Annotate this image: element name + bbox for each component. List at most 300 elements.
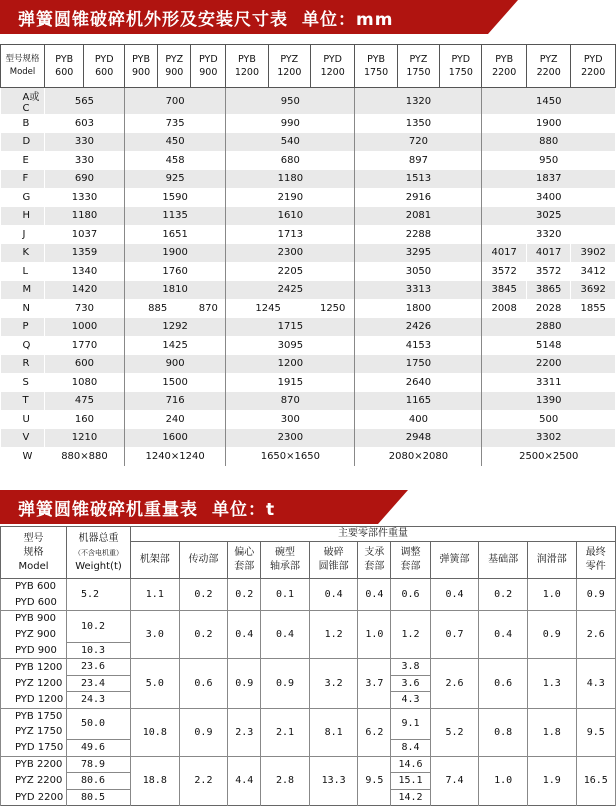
part-header-line: 机架部 — [139, 554, 170, 565]
weights-model-name: PYZ 1200 — [1, 675, 67, 692]
weights-row — [1, 579, 616, 595]
model-size: 2200 — [536, 67, 561, 78]
part-header — [430, 542, 479, 579]
dimension-row — [1, 207, 616, 226]
dimension-row — [1, 244, 616, 263]
dimension-value: 1810 — [124, 281, 225, 300]
weights-title: 弹簧圆锥破碎机重量表 — [18, 499, 198, 520]
part-weight: 4.3 — [576, 659, 615, 709]
adjust-weight: 4.3 — [391, 692, 430, 709]
dimension-value: 1350 — [355, 114, 482, 133]
model-column-header — [526, 45, 570, 88]
weights-model-header-line: 型号 — [23, 532, 44, 544]
dimension-value: 2200 — [482, 355, 616, 374]
dimension-value: 330 — [45, 133, 125, 152]
model-column-header — [226, 45, 268, 88]
model-series: PYZ — [409, 54, 428, 65]
part-weight: 16.5 — [576, 756, 615, 806]
part-weight: 9.5 — [576, 708, 615, 756]
part-header — [309, 542, 358, 579]
dimension-value: 680 — [226, 151, 355, 170]
model-size: 1200 — [277, 67, 302, 78]
dimension-value: 2080×2080 — [355, 447, 482, 466]
part-weight: 0.4 — [309, 579, 358, 611]
model-series: PYB — [367, 54, 386, 65]
model-size: 1200 — [234, 67, 260, 78]
dimension-value: 2916 — [355, 188, 482, 207]
dimension-row — [1, 88, 616, 115]
dimension-label: H — [1, 207, 45, 226]
dimension-value: 2300 — [226, 429, 355, 448]
dimension-value: 1610 — [226, 207, 355, 226]
part-weight: 3.0 — [131, 611, 180, 659]
part-weight: 0.9 — [576, 579, 615, 611]
part-header-line: 碗型 — [275, 547, 295, 558]
dimension-value: 950 — [226, 88, 355, 115]
weights-model-name: PYB 1200 — [1, 659, 67, 676]
part-weight: 1.9 — [527, 756, 576, 806]
part-weight: 0.1 — [261, 579, 310, 611]
part-weight: 0.8 — [479, 708, 528, 756]
part-weight: 2.8 — [261, 756, 310, 806]
dimension-value: 475 — [45, 392, 125, 411]
dimension-value: 330 — [45, 151, 125, 170]
dimension-value: 897 — [355, 151, 482, 170]
dimension-value: 735 — [124, 114, 225, 133]
part-header-line: 最终 — [585, 547, 606, 558]
dimension-value: 1450 — [482, 88, 616, 115]
weights-total: 23.6 — [67, 659, 131, 676]
part-weight: 0.7 — [430, 611, 479, 659]
banner-tail — [378, 490, 408, 524]
dimension-value: 3412 — [571, 262, 616, 281]
weights-row — [1, 611, 616, 627]
dimension-value: 1650×1650 — [226, 447, 355, 466]
dimension-row — [1, 318, 616, 337]
dimension-value: 565 — [45, 88, 125, 115]
part-weight: 0.4 — [358, 579, 391, 611]
weights-total: 50.0 — [67, 708, 131, 740]
dimension-label: E — [1, 151, 45, 170]
part-weight: 1.0 — [358, 611, 391, 659]
dimension-value: 730 — [45, 299, 125, 318]
dimensions-header-row — [1, 45, 616, 88]
dimension-value: 4017 — [482, 244, 526, 263]
adjust-weight: 14.2 — [391, 789, 430, 806]
dimension-value: 1210 — [45, 429, 125, 448]
dimension-value: 2300 — [226, 244, 355, 263]
dimension-value: 2948 — [355, 429, 482, 448]
dimension-label: T — [1, 392, 45, 411]
dimension-value: 600 — [45, 355, 125, 374]
model-column-header — [482, 45, 526, 88]
adjust-weight: 3.8 — [391, 659, 430, 676]
part-weight: 0.4 — [430, 579, 479, 611]
dimension-value: 990 — [226, 114, 355, 133]
model-column-header — [268, 45, 310, 88]
dimension-value: 1180 — [226, 170, 355, 189]
part-weight: 1.8 — [527, 708, 576, 756]
dimension-value: 3400 — [482, 188, 616, 207]
part-weight: 3.2 — [309, 659, 358, 709]
part-weight: 0.6 — [391, 579, 430, 611]
part-header — [358, 542, 391, 579]
weights-table — [0, 526, 616, 806]
dimension-value: 1180 — [45, 207, 125, 226]
part-header — [527, 542, 576, 579]
weights-total-header-line: Weight(t) — [75, 560, 122, 572]
part-header — [391, 542, 430, 579]
dimension-value: 3050 — [355, 262, 482, 281]
part-weight: 0.9 — [179, 708, 228, 756]
dimension-value: 2008 — [482, 299, 526, 318]
model-column-header — [45, 45, 84, 88]
model-series: PYZ — [539, 54, 558, 65]
part-header — [576, 542, 615, 579]
part-weight: 4.4 — [228, 756, 261, 806]
model-header-sub: Model — [9, 67, 36, 77]
model-series: PYB — [55, 54, 74, 65]
dimension-value: 400 — [355, 410, 482, 429]
dimension-label: S — [1, 373, 45, 392]
dimension-value: 1330 — [45, 188, 125, 207]
part-header-line: 零件 — [585, 561, 606, 572]
dimension-value: 1837 — [482, 170, 616, 189]
model-series: PYB — [495, 54, 514, 65]
model-size: 1200 — [320, 67, 345, 78]
model-column-header — [158, 45, 191, 88]
model-series: PYD — [199, 54, 218, 65]
part-weight: 2.6 — [576, 611, 615, 659]
dimension-value: 3845 — [482, 281, 526, 300]
dimension-row — [1, 355, 616, 374]
model-size: 900 — [131, 67, 151, 78]
dimension-value: 1915 — [226, 373, 355, 392]
part-header-line: 偏心 — [234, 547, 255, 558]
part-header-line: 基础部 — [488, 554, 519, 565]
dimension-label: M — [1, 281, 45, 300]
dimensions-title: 弹簧圆锥破碎机外形及安装尺寸表 — [18, 9, 288, 30]
dimension-value: 1770 — [45, 336, 125, 355]
model-size: 900 — [165, 67, 184, 78]
dimension-value: 3295 — [355, 244, 482, 263]
dimension-row — [1, 151, 616, 170]
dimension-value: 880×880 — [45, 447, 125, 466]
weights-total: 80.6 — [67, 773, 131, 790]
dimension-value: 540 — [226, 133, 355, 152]
dimension-label: R — [1, 355, 45, 374]
dimension-value: 2288 — [355, 225, 482, 244]
dimension-value: 3302 — [482, 429, 616, 448]
part-header-line: 套部 — [364, 561, 385, 572]
dimension-label: B — [1, 114, 45, 133]
dimension-value: 1340 — [45, 262, 125, 281]
parts-group-header: 主要零部件重量 — [131, 527, 616, 542]
dimension-value: 1000 — [45, 318, 125, 337]
dimension-value: 4153 — [355, 336, 482, 355]
dimension-value: 1292 — [124, 318, 225, 337]
dimension-value: 1037 — [45, 225, 125, 244]
model-size: 2200 — [581, 67, 606, 78]
dimension-value: 1750 — [355, 355, 482, 374]
part-header — [228, 542, 261, 579]
model-header-label: 型号规格 — [5, 54, 40, 64]
part-header-line: 弹簧部 — [439, 554, 470, 565]
dimension-label: Q — [1, 336, 45, 355]
dimension-label: A或C — [1, 88, 45, 115]
weights-total: 10.3 — [67, 642, 131, 659]
dimension-value: 700 — [124, 88, 225, 115]
dimensions-unit: 单位：mm — [302, 9, 394, 30]
part-weight: 10.8 — [131, 708, 180, 756]
dimension-value: 1900 — [124, 244, 225, 263]
weights-model-name: PYD 1750 — [1, 740, 67, 757]
dimension-value: 1250 — [310, 299, 354, 318]
part-header-line: 支承 — [364, 547, 385, 558]
adjust-weight: 8.4 — [391, 740, 430, 757]
dimension-value: 1165 — [355, 392, 482, 411]
model-series: PYD — [451, 54, 471, 65]
weights-total: 23.4 — [67, 675, 131, 692]
dimension-value: 300 — [226, 410, 355, 429]
dimension-row — [1, 225, 616, 244]
weights-total-header-line: 机器总重 — [78, 532, 119, 544]
dimension-value: 1080 — [45, 373, 125, 392]
dimension-label: P — [1, 318, 45, 337]
dimension-label: U — [1, 410, 45, 429]
weights-total-header — [67, 527, 131, 579]
part-weight: 18.8 — [131, 756, 180, 806]
dimension-value: 1513 — [355, 170, 482, 189]
part-header-line: 传动部 — [188, 554, 219, 565]
dimension-label: W — [1, 447, 45, 466]
weights-model-header-line: Model — [18, 560, 49, 572]
adjust-weight: 14.6 — [391, 756, 430, 773]
weights-total: 5.2 — [67, 579, 131, 611]
dimension-value: 1390 — [482, 392, 616, 411]
dimension-value: 603 — [45, 114, 125, 133]
dimension-row — [1, 410, 616, 429]
part-weight: 1.0 — [479, 756, 528, 806]
dimension-value: 2640 — [355, 373, 482, 392]
dimension-value: 1500 — [124, 373, 225, 392]
dimension-value: 925 — [124, 170, 225, 189]
dimension-value: 1420 — [45, 281, 125, 300]
part-weight: 0.2 — [179, 611, 228, 659]
model-series: PYZ — [165, 54, 184, 65]
dimension-value: 5148 — [482, 336, 616, 355]
dimension-value: 240 — [124, 410, 225, 429]
part-weight: 3.7 — [358, 659, 391, 709]
dimension-value: 3902 — [571, 244, 616, 263]
dimension-value: 3692 — [571, 281, 616, 300]
weights-title-banner — [0, 490, 378, 524]
part-header-line: 圆锥部 — [318, 561, 349, 572]
weights-model-name: PYB 2200 — [1, 756, 67, 773]
dimension-row — [1, 133, 616, 152]
dimension-label: K — [1, 244, 45, 263]
dimension-row — [1, 447, 616, 466]
part-weight: 2.2 — [179, 756, 228, 806]
dimension-row — [1, 262, 616, 281]
part-header-line: 调整 — [400, 547, 421, 558]
dimension-value: 160 — [45, 410, 125, 429]
dimension-value: 4017 — [526, 244, 570, 263]
part-weight: 0.9 — [261, 659, 310, 709]
part-weight: 2.1 — [261, 708, 310, 756]
part-weight: 6.2 — [358, 708, 391, 756]
dimension-value: 3311 — [482, 373, 616, 392]
dimension-value: 1600 — [124, 429, 225, 448]
weights-total-header-line: （不含电机重） — [74, 548, 123, 557]
dimension-value: 3313 — [355, 281, 482, 300]
part-weight: 9.5 — [358, 756, 391, 806]
dimension-row — [1, 299, 616, 318]
dimension-value: 1240×1240 — [124, 447, 225, 466]
dimension-value: 880 — [482, 133, 616, 152]
model-series: PYD — [94, 54, 114, 65]
dimension-value: 3320 — [482, 225, 616, 244]
dimension-row — [1, 429, 616, 448]
model-size: 900 — [199, 67, 218, 78]
weights-model-name: PYZ 2200 — [1, 773, 67, 790]
model-header-cell — [1, 45, 45, 88]
part-weight: 1.2 — [391, 611, 430, 659]
dimensions-table — [0, 44, 616, 466]
part-header — [179, 542, 228, 579]
dimension-value: 500 — [482, 410, 616, 429]
dimension-value: 2205 — [226, 262, 355, 281]
model-column-header — [84, 45, 125, 88]
dimension-value: 1200 — [226, 355, 355, 374]
dimension-value: 3025 — [482, 207, 616, 226]
part-header — [131, 542, 180, 579]
dimension-label: F — [1, 170, 45, 189]
model-column-header — [397, 45, 439, 88]
part-weight: 0.6 — [179, 659, 228, 709]
dimension-value: 2425 — [226, 281, 355, 300]
model-series: PYB — [132, 54, 150, 65]
banner-tail — [488, 0, 518, 34]
part-weight: 0.2 — [179, 579, 228, 611]
dimension-value: 716 — [124, 392, 225, 411]
weights-model-header — [1, 527, 67, 579]
weights-header-row — [1, 527, 616, 542]
dimension-value: 950 — [482, 151, 616, 170]
part-header-line: 轴承部 — [270, 561, 300, 572]
dimension-value: 1760 — [124, 262, 225, 281]
dimension-label: G — [1, 188, 45, 207]
adjust-weight: 9.1 — [391, 708, 430, 740]
dimension-row — [1, 373, 616, 392]
part-weight: 5.2 — [430, 708, 479, 756]
part-header-line: 套部 — [400, 561, 421, 572]
dimension-value: 1425 — [124, 336, 225, 355]
weights-total: 49.6 — [67, 740, 131, 757]
part-weight: 1.3 — [527, 659, 576, 709]
weights-model-name: PYD 900 — [1, 642, 67, 659]
model-size: 1750 — [406, 67, 431, 78]
model-size: 1750 — [448, 67, 473, 78]
model-series: PYZ — [280, 54, 299, 65]
dimension-value: 450 — [124, 133, 225, 152]
weights-total: 78.9 — [67, 756, 131, 773]
weights-row — [1, 659, 616, 676]
part-header — [261, 542, 310, 579]
dimension-label: N — [1, 299, 45, 318]
part-weight: 0.9 — [228, 659, 261, 709]
model-column-header — [310, 45, 354, 88]
model-column-header — [355, 45, 397, 88]
part-header-line: 破碎 — [323, 547, 344, 558]
dimension-row — [1, 188, 616, 207]
dimension-value: 1359 — [45, 244, 125, 263]
dimension-value: 885 — [124, 299, 190, 318]
model-size: 600 — [55, 67, 74, 78]
dimension-value: 720 — [355, 133, 482, 152]
dimension-row — [1, 170, 616, 189]
part-weight: 0.6 — [479, 659, 528, 709]
dimension-value: 1320 — [355, 88, 482, 115]
dimension-row — [1, 114, 616, 133]
model-size: 2200 — [492, 67, 517, 78]
dimension-value: 1800 — [355, 299, 482, 318]
model-series: PYD — [323, 54, 342, 65]
weights-model-name: PYD 1200 — [1, 692, 67, 709]
part-header — [479, 542, 528, 579]
dimension-value: 1245 — [226, 299, 311, 318]
weights-total: 10.2 — [67, 611, 131, 643]
dimension-value: 1713 — [226, 225, 355, 244]
weights-total: 24.3 — [67, 692, 131, 709]
dimension-value: 2190 — [226, 188, 355, 207]
model-column-header — [440, 45, 482, 88]
dimension-value: 3572 — [526, 262, 570, 281]
part-header-line: 润滑部 — [536, 554, 567, 565]
part-weight: 0.4 — [261, 611, 310, 659]
weights-model-name: PYB 600 — [1, 579, 67, 595]
weights-model-name: PYZ 900 — [1, 627, 67, 643]
weights-model-name: PYD 2200 — [1, 789, 67, 806]
dimension-row — [1, 336, 616, 355]
dimension-value: 690 — [45, 170, 125, 189]
part-weight: 5.0 — [131, 659, 180, 709]
dimension-value: 2081 — [355, 207, 482, 226]
dimension-label: L — [1, 262, 45, 281]
part-weight: 1.1 — [131, 579, 180, 611]
weights-row — [1, 708, 616, 724]
part-weight: 2.3 — [228, 708, 261, 756]
part-weight: 0.9 — [527, 611, 576, 659]
model-series: PYD — [583, 54, 603, 65]
dimension-value: 870 — [191, 299, 226, 318]
part-weight: 0.4 — [479, 611, 528, 659]
dimension-value: 2880 — [482, 318, 616, 337]
dimension-value: 1900 — [482, 114, 616, 133]
adjust-weight: 15.1 — [391, 773, 430, 790]
weights-model-header-line: 规格 — [23, 546, 44, 558]
dimension-value: 1590 — [124, 188, 225, 207]
dimension-value: 2426 — [355, 318, 482, 337]
dimension-row — [1, 281, 616, 300]
dimensions-title-banner — [0, 0, 488, 34]
weights-row — [1, 756, 616, 773]
weights-model-name: PYD 600 — [1, 595, 67, 611]
part-weight: 2.6 — [430, 659, 479, 709]
weights-model-name: PYB 1750 — [1, 708, 67, 724]
part-weight: 13.3 — [309, 756, 358, 806]
dimension-value: 900 — [124, 355, 225, 374]
